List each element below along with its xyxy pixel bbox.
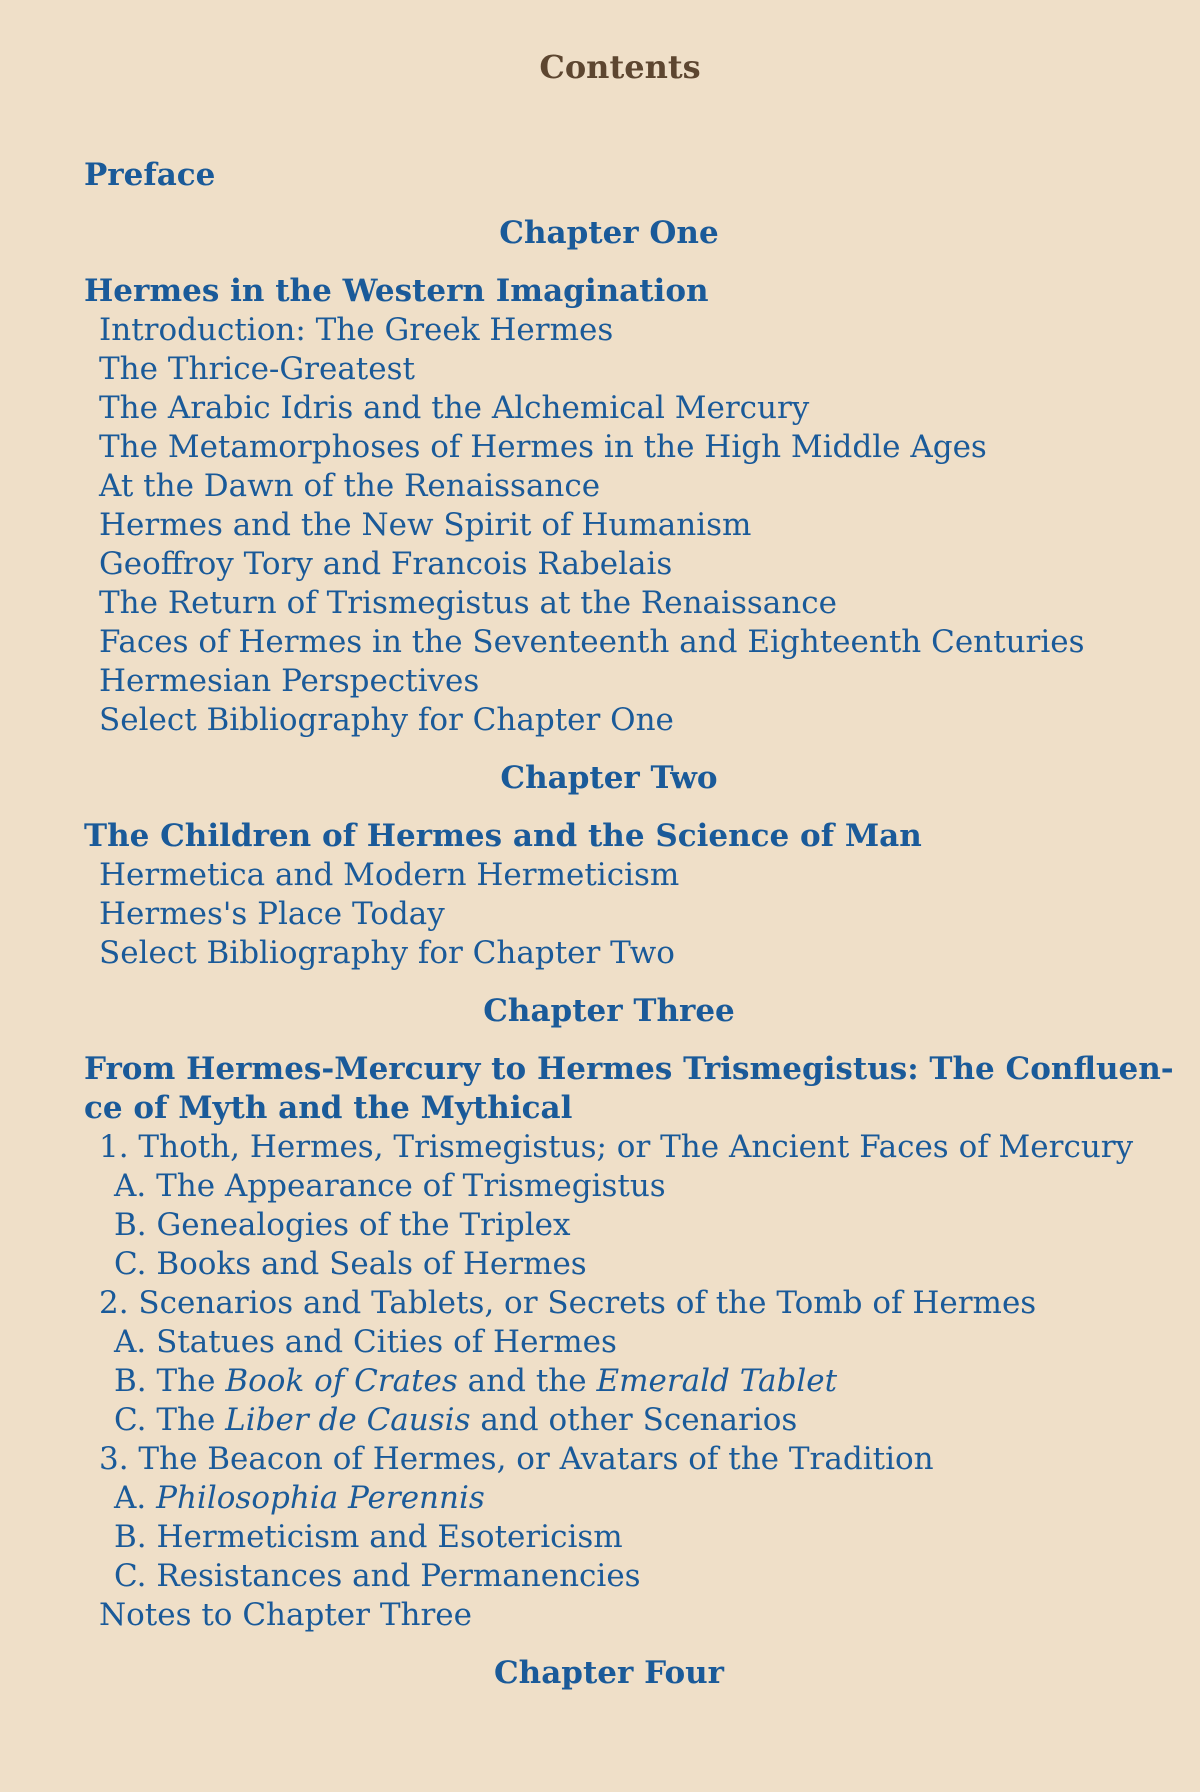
- toc-item[interactable]: Faces of Hermes in the Seventeenth and Eighteenth Centuries: [99, 624, 1085, 660]
- toc-italic-title: Book of Crates: [225, 1363, 458, 1399]
- chapter-two-title-link[interactable]: The Children of Hermes and the Science of Man: [84, 818, 922, 854]
- toc-subsection[interactable]: [84, 1401, 1134, 1440]
- toc-item[interactable]: Hermes and the New Spirit of Humanism: [99, 507, 752, 543]
- toc-item[interactable]: At the Dawn of the Renaissance: [99, 468, 601, 504]
- toc-item[interactable]: The Return of Trismegistus at the Renaissance: [99, 585, 837, 621]
- toc-text: and other Scenarios: [470, 1402, 798, 1438]
- toc-item[interactable]: The Metamorphoses of Hermes in the High Middle Ages: [99, 429, 987, 465]
- toc-italic-title: Liber de Causis: [225, 1402, 471, 1438]
- chapter-three-title-line1[interactable]: From Hermes-Mercury to Hermes Trismegistus: The Confluen-: [84, 1051, 1174, 1087]
- toc-item[interactable]: Hermetica and Modern Hermeticism: [99, 857, 680, 893]
- toc-subsection[interactable]: [84, 1362, 1134, 1401]
- page-title: Contents: [539, 48, 701, 86]
- toc-item[interactable]: Select Bibliography for Chapter Two: [99, 935, 675, 971]
- toc-preface-link[interactable]: Preface: [84, 157, 216, 193]
- toc-italic-title: Emerald Tablet: [596, 1363, 838, 1399]
- toc-text: and the: [457, 1363, 597, 1399]
- chapter-one-heading[interactable]: Chapter One: [499, 215, 719, 251]
- toc-item[interactable]: Geoffroy Tory and Francois Rabelais: [99, 546, 673, 582]
- toc-subsection[interactable]: A. The Appearance of Trismegistus: [114, 1168, 666, 1204]
- toc-item[interactable]: Hermes's Place Today: [99, 896, 445, 932]
- toc-text: C. The: [114, 1402, 226, 1438]
- toc-subsection[interactable]: A. Statues and Cities of Hermes: [114, 1324, 617, 1360]
- toc-item[interactable]: The Thrice-Greatest: [99, 351, 415, 387]
- chapter-two-heading[interactable]: Chapter Two: [500, 760, 718, 796]
- toc-item[interactable]: Notes to Chapter Three: [99, 1597, 472, 1633]
- toc-item[interactable]: The Arabic Idris and the Alchemical Mercury: [99, 390, 810, 426]
- chapter-three-heading[interactable]: Chapter Three: [483, 993, 735, 1029]
- toc-italic-title: Philosophia Perennis: [156, 1480, 485, 1516]
- table-of-contents: [84, 156, 1174, 1712]
- chapter-three-title-line2[interactable]: ce of Myth and the Mythical: [84, 1090, 573, 1126]
- toc-section[interactable]: 3. The Beacon of Hermes, or Avatars of the Tradition: [99, 1441, 934, 1477]
- toc-text: B. The: [114, 1363, 226, 1399]
- toc-item[interactable]: Introduction: The Greek Hermes: [99, 312, 614, 348]
- toc-subsection[interactable]: B. Hermeticism and Esotericism: [114, 1519, 623, 1555]
- chapter-one-title-link[interactable]: Hermes in the Western Imagination: [84, 273, 709, 309]
- toc-subsection[interactable]: B. Genealogies of the Triplex: [114, 1207, 571, 1243]
- toc-item[interactable]: Hermesian Perspectives: [99, 663, 480, 699]
- toc-item[interactable]: Select Bibliography for Chapter One: [99, 702, 674, 738]
- toc-subsection[interactable]: C. Resistances and Permanencies: [114, 1558, 641, 1594]
- toc-subsection[interactable]: [84, 1479, 1134, 1518]
- toc-section[interactable]: 1. Thoth, Hermes, Trismegistus; or The Ancient Faces of Mercury: [99, 1129, 1134, 1165]
- toc-text: A.: [114, 1480, 157, 1516]
- chapter-four-heading[interactable]: Chapter Four: [493, 1655, 724, 1691]
- toc-subsection[interactable]: C. Books and Seals of Hermes: [114, 1246, 587, 1282]
- toc-section[interactable]: 2. Scenarios and Tablets, or Secrets of the Tomb of Hermes: [99, 1285, 1037, 1321]
